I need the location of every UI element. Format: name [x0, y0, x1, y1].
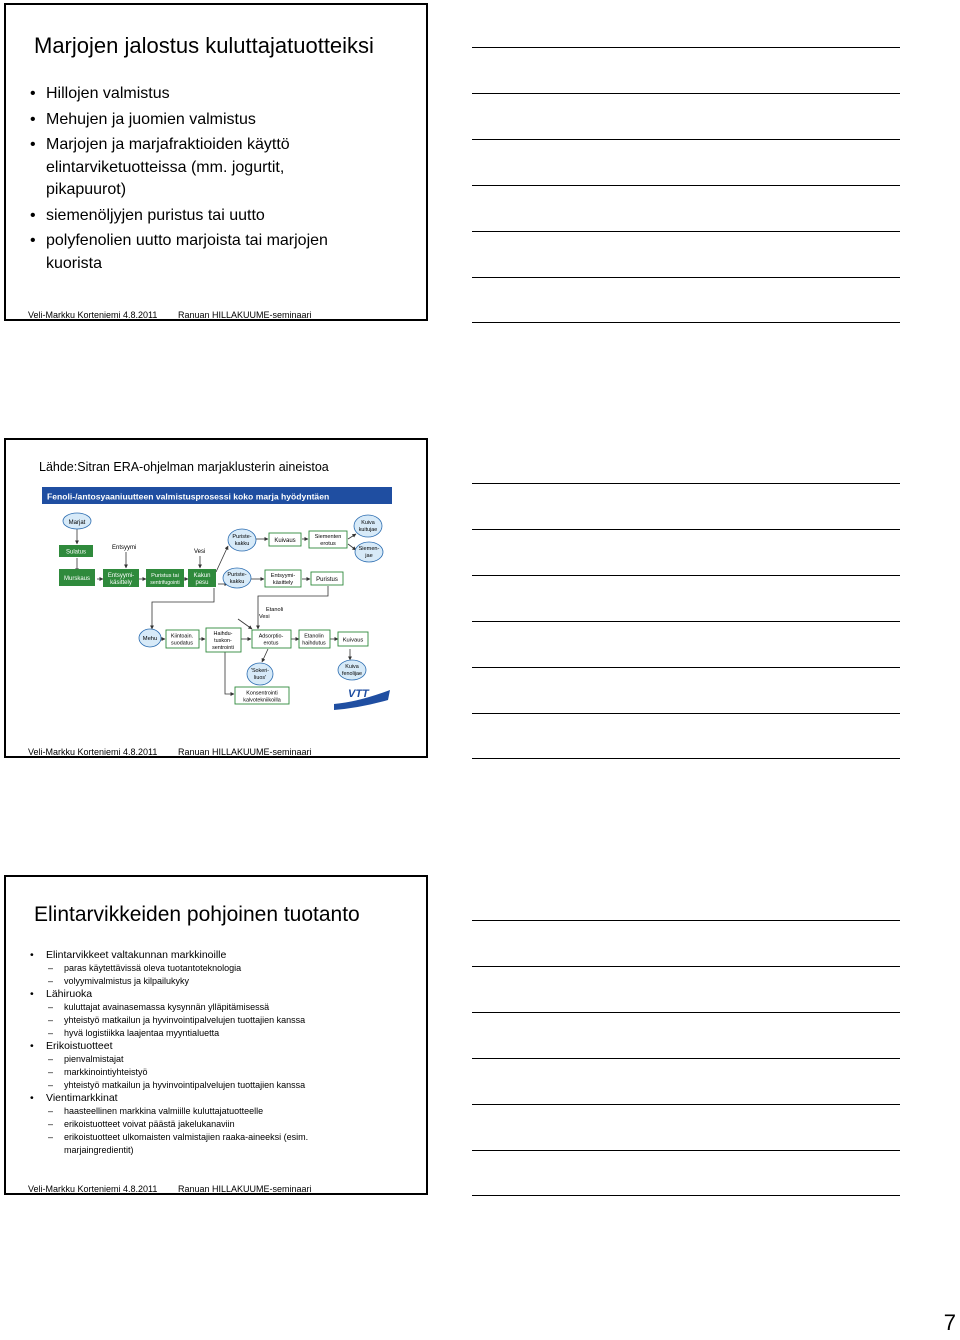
- svg-text:Kiintoain.: Kiintoain.: [170, 633, 194, 640]
- bullet-icon: •: [30, 110, 36, 128]
- svg-text:kakku: kakku: [229, 579, 245, 585]
- bullet-icon: •: [30, 1039, 34, 1052]
- list-item: • Hillojen valmistus: [28, 83, 398, 106]
- sub-list-item: – erikoistuotteet ulkomaisten valmistajien raaka-aineeksi (esim.: [48, 1131, 309, 1142]
- list-item: • polyfenolien uutto marjoista tai marjojen: [28, 230, 398, 253]
- svg-text:liuos': liuos': [253, 675, 267, 681]
- note-line: [472, 483, 900, 484]
- sub-list-item: – yhteistyö matkailun ja hyvinvointipalvelujen tuottajien kanssa: [48, 1015, 306, 1026]
- svg-text:kalvotekniikoilla: kalvotekniikoilla: [243, 697, 281, 704]
- footer-event: Ranuan HILLAKUUME-seminaari: [178, 1184, 312, 1194]
- note-line: [472, 1195, 900, 1196]
- sub-list-item: – paras käytettävissä oleva tuotantoteknologia: [48, 963, 242, 974]
- footer-author: Veli-Markku Korteniemi 4.8.2011: [28, 747, 158, 757]
- note-line: [472, 1150, 900, 1151]
- svg-text:VTT: VTT: [348, 688, 369, 700]
- sub-list-item: – pienvalmistajat: [48, 1054, 124, 1065]
- svg-text:erotus: erotus: [263, 640, 279, 647]
- svg-text:Kuivaus: Kuivaus: [274, 538, 296, 544]
- note-line: [472, 575, 900, 576]
- svg-text:Kakun: Kakun: [193, 573, 211, 579]
- svg-text:haihdutus: haihdutus: [302, 640, 326, 647]
- note-line: [472, 621, 900, 622]
- node-vesi-2: Vesi: [259, 614, 270, 620]
- page-number: 7: [943, 1310, 956, 1335]
- svg-text:erotus: erotus: [320, 541, 336, 547]
- list-item: • Elintarvikkeet valtakunnan markkinoille – paras käytettävissä oleva tuotantoteknologia – volyymivalmistus ja kilpailukyky: [28, 949, 408, 988]
- svg-text:kakku: kakku: [234, 541, 250, 547]
- vtt-logo: [334, 688, 390, 710]
- note-line: [472, 713, 900, 714]
- slide-title: Elintarvikkeiden pohjoinen tuotanto: [34, 903, 360, 926]
- node-sulatus: Sulatus: [65, 549, 87, 556]
- sub-list-item: – kuluttajat avainasemassa kysynnän ylläpitämisessä: [48, 1002, 270, 1013]
- footer-event: Ranuan HILLAKUUME-seminaari: [178, 310, 312, 320]
- bullet-icon: •: [30, 206, 36, 224]
- footer-author: Veli-Markku Korteniemi 4.8.2011: [28, 1184, 158, 1194]
- svg-text:Entsyymi-: Entsyymi-: [107, 573, 135, 579]
- list-item: • Marjojen ja marjafraktioiden käyttö: [28, 134, 398, 157]
- bullet-list: [28, 949, 408, 1157]
- note-line: [472, 277, 900, 278]
- footer-event: Ranuan HILLAKUUME-seminaari: [178, 747, 312, 757]
- slide-title: Lähde:Sitran ERA-ohjelman marjaklusterin aineistoa: [39, 460, 329, 474]
- slide-2: [4, 438, 428, 758]
- svg-text:Kuivaus: Kuivaus: [342, 637, 364, 644]
- node-entsyymi: Entsyymi: [112, 545, 137, 551]
- svg-text:fenolijae: fenolijae: [341, 671, 363, 677]
- svg-text:Haihdu-: Haihdu-: [213, 631, 233, 637]
- svg-text:Kuiva: Kuiva: [361, 520, 375, 526]
- bullet-icon: •: [30, 988, 34, 1001]
- list-item: • Mehujen ja juomien valmistus: [28, 109, 398, 132]
- svg-text:Mehu: Mehu: [142, 636, 158, 642]
- svg-text:Etanolin: Etanolin: [304, 633, 324, 640]
- note-line: [472, 1058, 900, 1059]
- svg-text:Kuiva: Kuiva: [345, 664, 359, 670]
- note-line: [472, 322, 900, 323]
- svg-text:pesu: pesu: [195, 580, 209, 586]
- svg-text:Marjat: Marjat: [68, 520, 86, 526]
- sub-list-item: – haasteellinen markkina valmiille kuluttajatuotteelle: [48, 1106, 264, 1117]
- bullet-icon: •: [30, 85, 36, 102]
- note-line: [472, 1104, 900, 1105]
- note-line: [472, 47, 900, 48]
- list-item: • siemenöljyjen puristus tai uutto: [28, 205, 398, 228]
- list-item-continued: pikapuurot): [46, 181, 127, 198]
- list-item: • Lähiruoka – kuluttajat avainasemassa kysynnän ylläpitämisessä – yhteistyö matkailun ja hyvinvointipalvelujen tuottajien kanssa – hyvä logistiikka laajentaa myyntialuetta: [28, 988, 408, 1040]
- svg-text:Siementen: Siementen: [314, 534, 342, 540]
- note-line: [472, 758, 900, 759]
- svg-text:Konsentrointi: Konsentrointi: [246, 690, 278, 697]
- node-vesi-1: Vesi: [194, 549, 206, 555]
- bullet-icon: •: [30, 136, 36, 153]
- bullet-list: [28, 83, 398, 278]
- bullet-icon: •: [30, 1091, 34, 1104]
- slide-3: [4, 875, 428, 1195]
- svg-text:Puristus: Puristus: [316, 577, 338, 583]
- note-line: [472, 231, 900, 232]
- sub-list-item: – erikoistuotteet voivat päästä jakelukanaviin: [48, 1118, 235, 1129]
- svg-text:Puristus tai: Puristus tai: [151, 573, 179, 579]
- note-line: [472, 139, 900, 140]
- svg-text:käsittely: käsittely: [272, 580, 294, 586]
- svg-text:kuitujae: kuitujae: [358, 527, 378, 533]
- svg-text:käsittely: käsittely: [110, 580, 132, 586]
- list-item-continued: elintarviketuotteissa (mm. jogurtit,: [46, 158, 285, 176]
- svg-text:Siemen-: Siemen-: [358, 546, 380, 552]
- list-item: • Erikoistuotteet – pienvalmistajat – markkinointiyhteistyö – yhteistyö matkailun ja hyvinvointipalvelujen tuottajien kanssa: [28, 1040, 408, 1092]
- list-item: • Vientimarkkinat – haasteellinen markkina valmiille kuluttajatuotteelle – erikoistuotteet voivat päästä jakelukanaviin – erikoistuotteet ulkomaisten valmistajien raaka-aineeksi (esim. marjaingredientit): [28, 1092, 408, 1157]
- svg-text:sentrointi: sentrointi: [212, 645, 234, 651]
- svg-text:sentrifugointi: sentrifugointi: [150, 580, 180, 586]
- sub-list-item-continued: marjaingredientit): [64, 1144, 134, 1155]
- note-line: [472, 93, 900, 94]
- bullet-icon: •: [30, 949, 34, 961]
- sub-list-item: – markkinointiyhteistyö: [48, 1067, 148, 1078]
- svg-text:Adsorptio-: Adsorptio-: [258, 633, 284, 640]
- diagram-bubble-marjat: [63, 513, 91, 529]
- note-line: [472, 529, 900, 530]
- sub-list-item: – volyymivalmistus ja kilpailukyky: [48, 976, 190, 987]
- svg-text:suodatus: suodatus: [171, 640, 193, 647]
- note-line: [472, 1012, 900, 1013]
- sub-list-item: – yhteistyö matkailun ja hyvinvointipalvelujen tuottajien kanssa: [48, 1079, 306, 1090]
- svg-text:Entsyymi-: Entsyymi-: [270, 573, 296, 579]
- slide-1: [4, 3, 428, 321]
- svg-text:'Sokeri-: 'Sokeri-: [250, 668, 270, 674]
- diagram-heading: Fenoli-/antosyaaniuutteen valmistusprosessi koko marja hyödyntäen: [47, 491, 330, 502]
- list-item-continued: kuorista: [46, 254, 103, 272]
- sub-list-item: – hyvä logistiikka laajentaa myyntialuetta: [48, 1028, 220, 1039]
- process-diagram: [38, 484, 396, 722]
- slide-title: Marjojen jalostus kuluttajatuotteiksi: [34, 33, 374, 58]
- svg-text:tuskon-: tuskon-: [214, 638, 232, 644]
- note-line: [472, 667, 900, 668]
- note-line: [472, 185, 900, 186]
- svg-text:Puriste-: Puriste-: [232, 534, 252, 540]
- note-line: [472, 966, 900, 967]
- svg-text:Puriste-: Puriste-: [227, 572, 247, 578]
- bullet-icon: •: [30, 232, 36, 249]
- node-etanoli: Etanoli: [266, 607, 284, 613]
- footer-author: Veli-Markku Korteniemi 4.8.2011: [28, 310, 158, 320]
- node-murskaus: Murskaus: [63, 576, 91, 582]
- svg-text:jae: jae: [365, 553, 373, 559]
- note-line: [472, 920, 900, 921]
